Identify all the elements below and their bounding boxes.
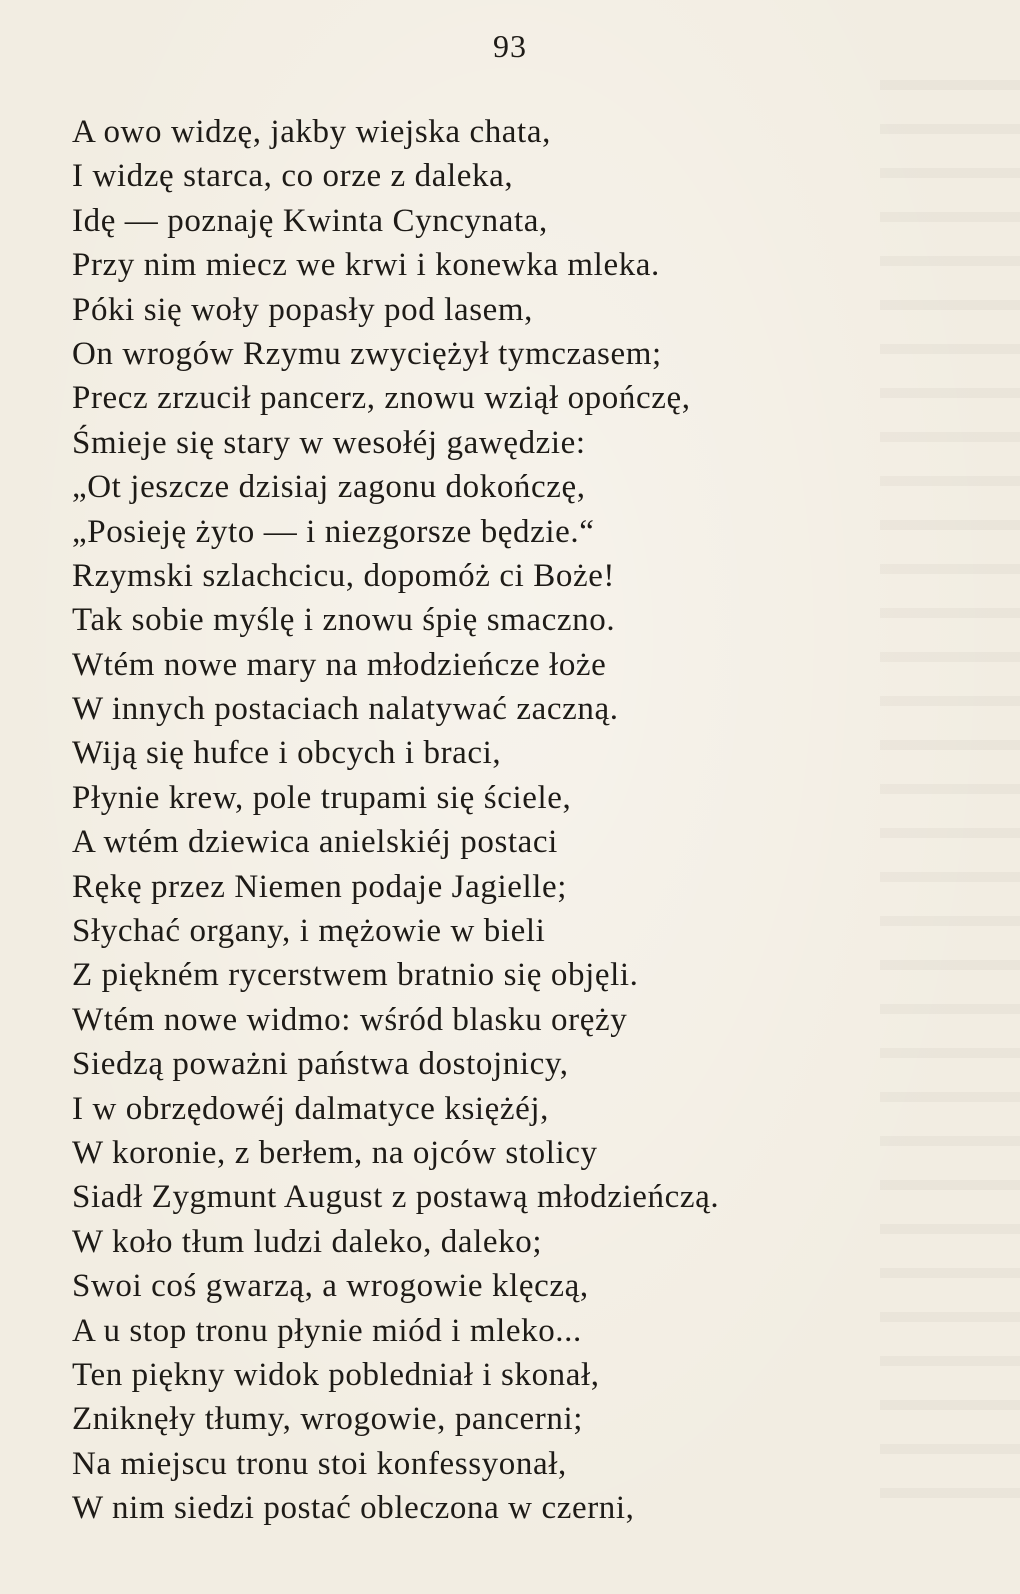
poem-line: „Ot jeszcze dzisiaj zagonu dokończę, xyxy=(72,469,586,506)
poem-line: On wrogów Rzymu zwyciężył tymczasem; xyxy=(72,335,662,372)
poem-line: Na miejscu tronu stoi konfessyonał, xyxy=(72,1445,567,1482)
poem-line: „Posieję żyto — i niezgorsze będzie.“ xyxy=(72,513,595,550)
poem-line: I w obrzędowéj dalmatyce księżéj, xyxy=(72,1090,550,1127)
poem-line: Przy nim miecz we krwi i konewka mleka. xyxy=(72,247,660,284)
poem-line: Swoi coś gwarzą, a wrogowie klęczą, xyxy=(72,1268,589,1305)
poem-line: Płynie krew, pole trupami się ściele, xyxy=(72,779,572,816)
poem-text xyxy=(72,110,872,1531)
poem-line: W innych postaciach nalatywać zaczną. xyxy=(72,691,619,728)
poem-line: A u stop tronu płynie miód i mleko... xyxy=(72,1312,582,1349)
poem-line: Rzymski szlachcicu, dopomóż ci Boże! xyxy=(72,557,616,594)
poem-line: W koronie, z berłem, na ojców stolicy xyxy=(72,1134,598,1171)
poem-line: I widzę starca, co orze z daleka, xyxy=(72,158,514,195)
poem-line: Wtém nowe widmo: wśród blasku oręży xyxy=(72,1001,628,1038)
poem-line: Słychać organy, i mężowie w bieli xyxy=(72,913,546,950)
page-number: 93 xyxy=(493,28,527,64)
poem-line: Wtém nowe mary na młodzieńcze łoże xyxy=(72,646,607,683)
poem-line: W koło tłum ludzi daleko, daleko; xyxy=(72,1223,543,1260)
poem-line: Siedzą poważni państwa dostojnicy, xyxy=(72,1046,569,1083)
poem-line: Idę — poznaję Kwinta Cyncynata, xyxy=(72,202,548,239)
poem-line: Zniknęły tłumy, wrogowie, pancerni; xyxy=(72,1401,583,1438)
poem-line: Precz zrzucił pancerz, znowu wziął opończę, xyxy=(72,380,691,417)
poem-line: Śmieje się stary w wesołéj gawędzie: xyxy=(72,424,586,461)
poem-line: A owo widzę, jakby wiejska chata, xyxy=(72,114,551,150)
poem-line: A wtém dziewica anielskiéj postaci xyxy=(72,824,558,861)
poem-line: Tak sobie myślę i znowu śpię smaczno. xyxy=(72,602,616,639)
poem-line: Siadł Zygmunt August z postawą młodzieńczą. xyxy=(72,1179,720,1216)
poem-line: Póki się woły popasły pod lasem, xyxy=(72,291,534,328)
poem-line: W nim siedzi postać obleczona w czerni, xyxy=(72,1490,635,1527)
bleed-through-text xyxy=(880,80,1020,1520)
poem-line: Z piękném rycerstwem bratnio się objęli. xyxy=(72,957,639,994)
poem-line: Wiją się hufce i obcych i braci, xyxy=(72,735,502,772)
poem-line: Ten piękny widok pobledniał i skonał, xyxy=(72,1356,600,1393)
poem-line: Rękę przez Niemen podaje Jagielle; xyxy=(72,868,568,905)
